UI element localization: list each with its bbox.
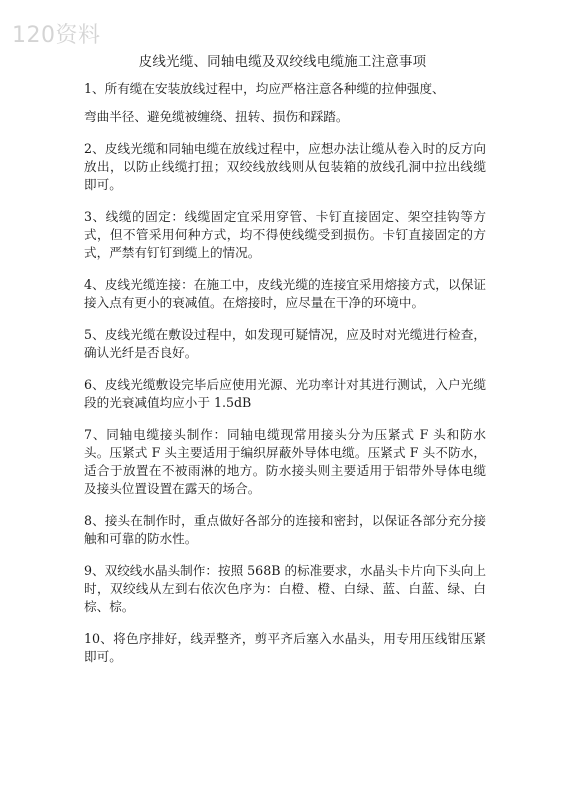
paragraph-7: 7、同轴电缆接头制作：同轴电缆现常用接头分为压紧式 F 头和防水头。压紧式 F 头主要适用于编织屏蔽外导体电缆。压紧式 F 头不防水，适合于放置在不被雨淋的地方。防水接头则主要适用于铝带外导体电缆及接头位置设置在露天的场合。 xyxy=(84,427,486,496)
paragraph-4: 4、皮线光缆连接：在施工中，皮线光缆的连接宜采用熔接方式，以保证接入点有更小的衰减值。在熔接时，应尽量在干净的环境中。 xyxy=(84,277,486,310)
paragraph-6: 6、皮线光缆敷设完毕后应使用光源、光功率计对其进行测试，入户光缆段的光衰减值均应小于 1.5dB xyxy=(84,377,486,410)
paragraph-3: 3、线缆的固定：线缆固定宜采用穿管、卡钉直接固定、架空挂钩等方式，但不管采用何种方式，均不得使线缆受到损伤。卡钉直接固定的方式，严禁有钉钉到缆上的情况。 xyxy=(84,209,486,260)
paragraph-8: 8、接头在制作时，重点做好各部分的连接和密封，以保证各部分充分接触和可靠的防水性。 xyxy=(84,513,486,546)
paragraph-1-part-1: 1、所有缆在安装放线过程中，均应严格注意各种缆的拉伸强度、 xyxy=(84,81,445,96)
document-body xyxy=(84,80,486,680)
document-title: 皮线光缆、同轴电缆及双绞线电缆施工注意事项 xyxy=(138,54,427,70)
paragraph-9: 9、双绞线水晶头制作：按照 568B 的标准要求，水晶头卡片向下头向上时，双绞线从左到右依次色序为：白橙、橙、白绿、蓝、白蓝、绿、白棕、棕。 xyxy=(84,563,486,614)
watermark-logo: 120资料 xyxy=(12,23,101,48)
paragraph-2: 2、皮线光缆和同轴电缆在放线过程中，应想办法让缆从卷入时的反方向放出，以防止线缆打扭；双绞线放线则从包装箱的放线孔洞中拉出线缆即可。 xyxy=(84,141,486,192)
paragraph-5: 5、皮线光缆在敷设过程中，如发现可疑情况，应及时对光缆进行检查，确认光纤是否良好。 xyxy=(84,327,486,360)
paragraph-1-part-2: 弯曲半径、避免缆被缠绕、扭转、损伤和踩踏。 xyxy=(84,109,349,124)
paragraph-10: 10、将色序排好，线弄整齐，剪平齐后塞入水晶头，用专用压线钳压紧即可。 xyxy=(84,631,486,664)
